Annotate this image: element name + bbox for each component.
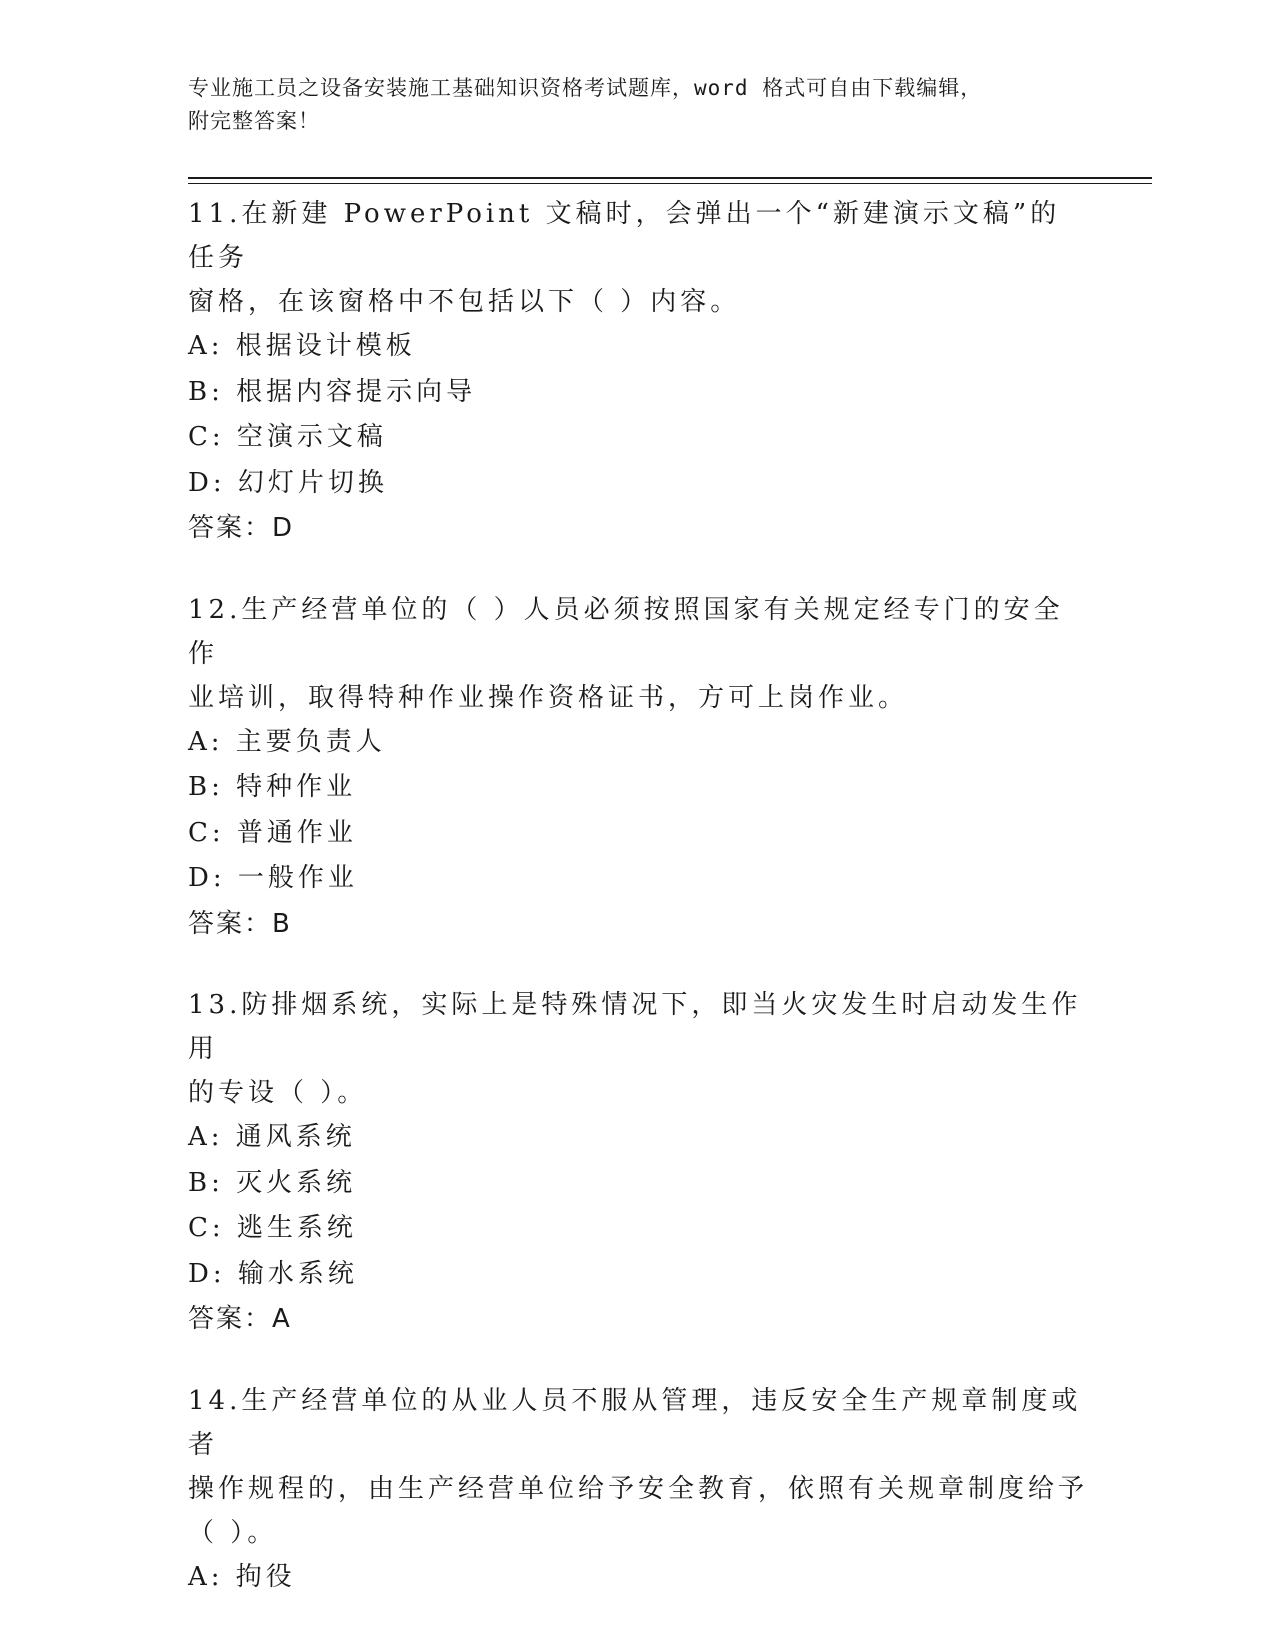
option-a: A: 主要负责人 [188,726,386,757]
question-14 [188,1379,1088,1601]
answer-line: 答案：D [188,513,295,543]
question-stem-line: 11.在新建 PowerPoint 文稿时，会弹出一个“新建演示文稿”的任务 [188,199,1061,273]
answer-line: 答案：A [188,1304,292,1334]
option-a: A: 通风系统 [188,1122,356,1152]
question-stem-line: 业培训，取得特种作业操作资格证书，方可上岗作业。 [188,682,909,713]
option-c: C: 逃生系统 [188,1213,357,1243]
question-stem-line: 12.生产经营单位的（ ）人员必须按照国家有关规定经专门的安全作 [188,594,1064,669]
question-stem-line: 的专设（ ）。 [188,1078,368,1108]
question-12 [188,588,1088,948]
answer-line: 答案：B [188,908,292,939]
question-11 [188,192,1088,552]
question-stem-line: 窗格，在该窗格中不包括以下（ ）内容。 [188,287,741,317]
option-b: B: 根据内容提示向导 [188,376,477,407]
option-d: D: 一般作业 [188,863,358,893]
header-divider-thin [188,183,1152,184]
option-c: C: 空演示文稿 [188,422,387,452]
question-stem-line: （ ）。 [188,1517,278,1548]
option-d: D: 幻灯片切换 [188,467,388,498]
option-b: B: 特种作业 [188,772,357,802]
header-line-1: 专业施工员之设备安装施工基础知识资格考试题库，word 格式可自由下载编辑， [188,76,983,100]
question-list [188,192,1088,1636]
option-a: A: 根据设计模板 [188,331,416,361]
option-b: B: 灭火系统 [188,1167,357,1198]
option-a: A: 拘役 [188,1561,296,1592]
document-header [188,72,1068,138]
option-c: C: 普通作业 [188,817,357,848]
question-13 [188,983,1088,1343]
header-divider-thick [188,177,1152,179]
question-stem-line: 13.防排烟系统，实际上是特殊情况下，即当火灾发生时启动发生作用 [188,990,1082,1064]
option-d: D: 输水系统 [188,1258,358,1289]
question-stem-line: 14.生产经营单位的从业人员不服从管理，违反安全生产规章制度或者 [188,1385,1082,1460]
header-line-2: 附完整答案！ [188,109,320,133]
question-stem-line: 操作规程的，由生产经营单位给予安全教育，依照有关规章制度给予 [188,1473,1089,1504]
